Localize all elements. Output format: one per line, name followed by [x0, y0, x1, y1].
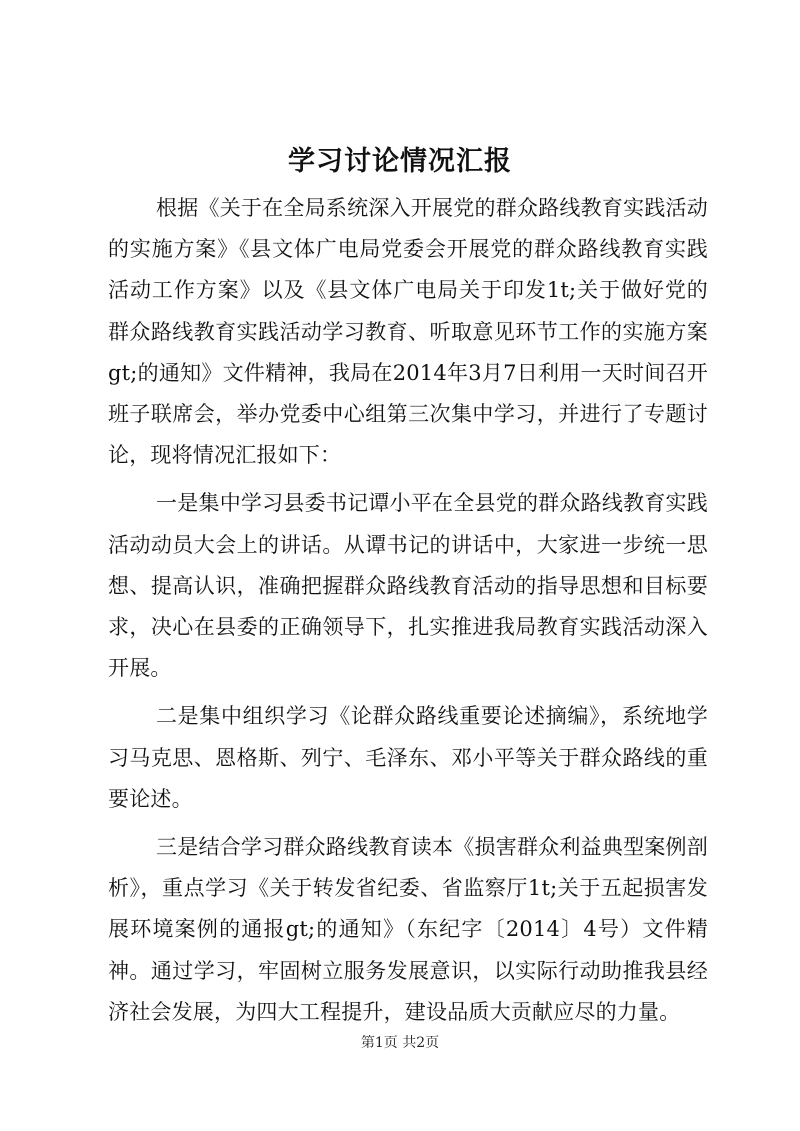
- paragraph-item-one: 一是集中学习县委书记谭小平在全县党的群众路线教育实践活动动员大会上的讲话。从谭书记的讲话中，大家进一步统一思想、提高认识，准确把握群众路线教育活动的指导思想和目标要求，决心在县委的正确领导下，扎实推进我局教育实践活动深入开展。: [108, 491, 708, 681]
- page-indicator: 第1页 共2页: [360, 1035, 440, 1051]
- document-title: 学习讨论情况汇报: [288, 146, 512, 177]
- paragraph-item-three: 三是结合学习群众路线教育读本《损害群众利益典型案例剖析》，重点学习《关于转发省纪委、省监察厅1t;关于五起损害发展环境案例的通报gt;的通知》（东纪字〔2014〕4号）文件精神。通过学习，牢固树立服务发展意识，以实际行动助推我县经济社会发展，为四大工程提升，建设品质大贡献应尽的力量。: [108, 835, 708, 1024]
- paragraph-intro: 根据《关于在全局系统深入开展党的群众路线教育实践活动的实施方案》《县文体广电局党委会开展党的群众路线教育实践活动工作方案》以及《县文体广电局关于印发1t;关于做好党的群众路线教育实践活动学习教育、听取意见环节工作的实施方案gt;的通知》文件精神，我局在2014年3月7日利用一天时间召开班子联席会，举办党委中心组第三次集中学习，并进行了专题讨论，现将情况汇报如下：: [108, 196, 708, 468]
- paragraph-item-two: 二是集中组织学习《论群众路线重要论述摘编》，系统地学习马克思、恩格斯、列宁、毛泽东、邓小平等关于群众路线的重要论述。: [108, 704, 708, 811]
- page-footer: [0, 1033, 800, 1053]
- document-body: [108, 188, 708, 1033]
